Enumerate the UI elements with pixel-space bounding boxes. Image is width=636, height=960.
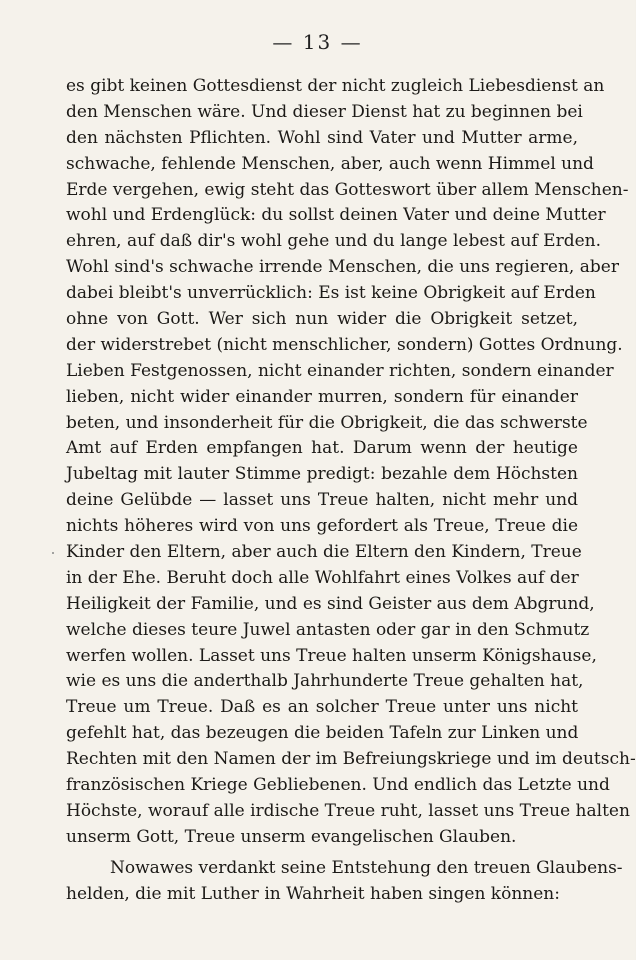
text-line: Kinder den Eltern, aber auch die Eltern den Kindern, Treue: [66, 542, 582, 563]
text-line: ehren, auf daß dir's wohl gehe und du lange lebest auf Erden.: [66, 231, 601, 252]
text-line: Wohl sind's schwache irrende Menschen, die uns regieren, aber: [66, 257, 619, 278]
text-line: Lieben Festgenossen, nicht einander richten, sondern einander: [66, 360, 614, 381]
text-line: unserm Gott, Treue unserm evangelischen Glauben.: [66, 826, 517, 847]
text-line: wie es uns die anderthalb Jahrhunderte Treue gehalten hat,: [66, 671, 584, 692]
paper-speck: [52, 552, 54, 554]
text-line: Erde vergehen, ewig steht das Gotteswort über allem Menschen-: [66, 179, 629, 200]
page-number: — 13 —: [272, 30, 363, 54]
text-line: Nowawes verdankt seine Entstehung den treuen Glaubens-: [110, 857, 623, 878]
text-line: lieben, nicht wider einander murren, sondern für einander: [66, 386, 578, 407]
text-line: wohl und Erdenglück: du sollst deinen Vater und deine Mutter: [66, 205, 606, 226]
text-line: französischen Kriege Gebliebenen. Und endlich das Letzte und: [66, 775, 610, 796]
text-line: in der Ehe. Beruht doch alle Wohlfahrt eines Volkes auf der: [66, 567, 579, 588]
text-line: den nächsten Pflichten. Wohl sind Vater und Mutter arme,: [66, 127, 578, 148]
text-line: gefehlt hat, das bezeugen die beiden Tafeln zur Linken und: [66, 723, 579, 744]
text-line: nichts höheres wird von uns gefordert als Treue, Treue die: [66, 516, 578, 537]
body-text: [66, 74, 636, 908]
text-line: schwache, fehlende Menschen, aber, auch wenn Himmel und: [66, 153, 594, 174]
text-line: beten, und insonderheit für die Obrigkeit, die das schwerste: [66, 412, 588, 433]
text-line: Jubeltag mit lauter Stimme predigt: bezahle dem Höchsten: [66, 464, 578, 485]
text-line: den Menschen wäre. Und dieser Dienst hat zu beginnen bei: [66, 101, 583, 122]
text-line: Höchste, worauf alle irdische Treue ruht, lasset uns Treue halten: [66, 800, 630, 821]
text-line: Treue um Treue. Daß es an solcher Treue unter uns nicht: [66, 697, 578, 718]
text-line: welche dieses teure Juwel antasten oder gar in den Schmutz: [66, 619, 590, 640]
text-line: werfen wollen. Lasset uns Treue halten unserm Königshause,: [66, 645, 597, 666]
text-line: deine Gelübde — lasset uns Treue halten, nicht mehr und: [66, 490, 578, 511]
text-line: der widerstrebet (nicht menschlicher, sondern) Gottes Ordnung.: [66, 334, 623, 355]
text-line: Rechten mit den Namen der im Befreiungskriege und im deutsch-: [66, 749, 636, 770]
paragraph-2: [66, 856, 623, 908]
text-line: es gibt keinen Gottesdienst der nicht zugleich Liebesdienst an: [66, 76, 605, 96]
text-line: Heiligkeit der Familie, und es sind Geister aus dem Abgrund,: [66, 593, 595, 614]
text-line: helden, die mit Luther in Wahrheit haben singen können:: [66, 883, 560, 904]
paragraph-1: [66, 74, 636, 851]
text-line: dabei bleibt's unverrücklich: Es ist keine Obrigkeit auf Erden: [66, 283, 596, 304]
text-line: ohne von Gott. Wer sich nun wider die Obrigkeit setzet,: [66, 309, 578, 330]
text-line: Amt auf Erden empfangen hat. Darum wenn der heutige: [66, 438, 578, 459]
